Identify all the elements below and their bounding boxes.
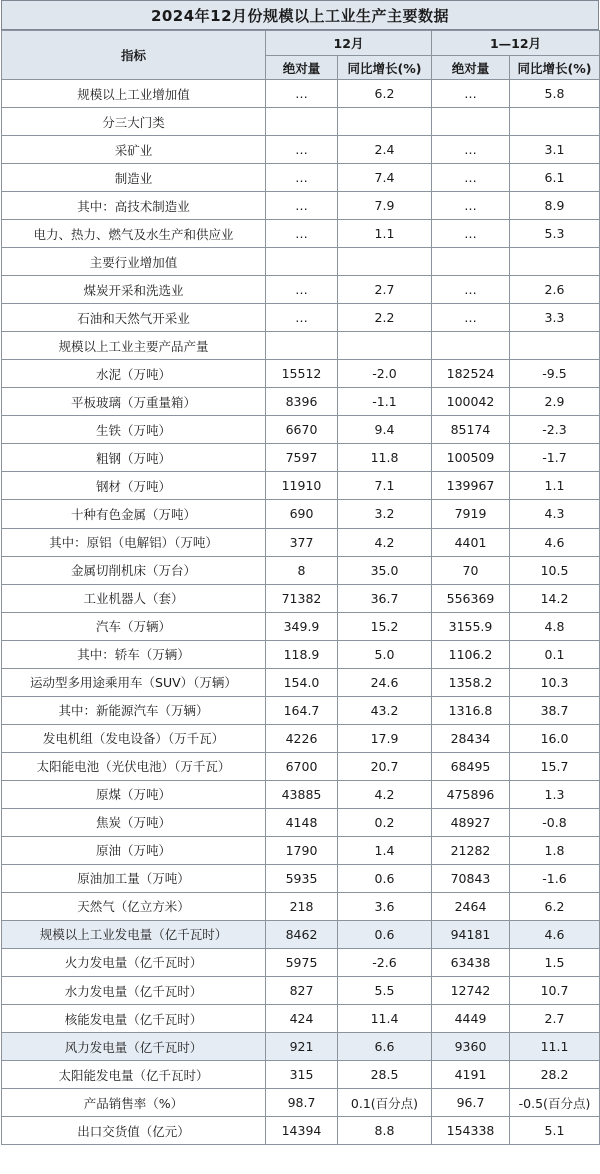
dec-absolute: 8 (266, 556, 338, 584)
table-title: 2024年12月份规模以上工业生产主要数据 (1, 0, 599, 30)
ytd-absolute: … (432, 304, 510, 332)
row-name: 原油加工量（万吨） (2, 864, 266, 892)
row-name: 电力、热力、燃气及水生产和供应业 (2, 220, 266, 248)
row-name: 原煤（万吨） (2, 780, 266, 808)
table-row (2, 696, 600, 724)
row-name: 其中：新能源汽车（万辆） (2, 696, 266, 724)
ytd-growth: 1.8 (510, 836, 600, 864)
dec-absolute: 98.7 (266, 1089, 338, 1117)
ytd-absolute: 4401 (432, 528, 510, 556)
dec-absolute: 315 (266, 1061, 338, 1089)
dec-absolute (266, 108, 338, 136)
ytd-growth: 8.9 (510, 192, 600, 220)
ytd-growth: -1.7 (510, 444, 600, 472)
dec-growth: 1.4 (338, 836, 432, 864)
ytd-absolute: … (432, 136, 510, 164)
dec-absolute: 71382 (266, 584, 338, 612)
row-name: 金属切削机床（万台） (2, 556, 266, 584)
dec-growth: 36.7 (338, 584, 432, 612)
ytd-growth: 4.3 (510, 500, 600, 528)
dec-absolute: 118.9 (266, 640, 338, 668)
dec-growth: 7.1 (338, 472, 432, 500)
dec-growth: 11.4 (338, 1005, 432, 1033)
dec-absolute: 6670 (266, 416, 338, 444)
ytd-growth: -0.8 (510, 808, 600, 836)
dec-growth: 2.7 (338, 276, 432, 304)
ytd-growth: 2.6 (510, 276, 600, 304)
ytd-absolute: 63438 (432, 948, 510, 976)
ytd-growth: 38.7 (510, 696, 600, 724)
dec-growth: 0.6 (338, 864, 432, 892)
dec-growth: 6.2 (338, 80, 432, 108)
ytd-absolute: 94181 (432, 920, 510, 948)
ytd-growth: -0.5(百分点) (510, 1089, 600, 1117)
ytd-growth: 3.1 (510, 136, 600, 164)
ytd-growth: 4.6 (510, 528, 600, 556)
row-name: 生铁（万吨） (2, 416, 266, 444)
dec-growth: 24.6 (338, 668, 432, 696)
row-name: 水泥（万吨） (2, 360, 266, 388)
table-row (2, 164, 600, 192)
ytd-absolute (432, 332, 510, 360)
ytd-absolute: 139967 (432, 472, 510, 500)
table-row (2, 248, 600, 276)
ytd-growth: -9.5 (510, 360, 600, 388)
dec-growth: 1.1 (338, 220, 432, 248)
row-name: 其中：高技术制造业 (2, 192, 266, 220)
ytd-growth: 1.3 (510, 780, 600, 808)
dec-growth: 0.1(百分点) (338, 1089, 432, 1117)
ytd-absolute: 1106.2 (432, 640, 510, 668)
ytd-growth: 6.1 (510, 164, 600, 192)
dec-absolute: … (266, 304, 338, 332)
row-name: 规模以上工业增加值 (2, 80, 266, 108)
ytd-absolute: 182524 (432, 360, 510, 388)
table-row (2, 304, 600, 332)
dec-growth: 6.6 (338, 1033, 432, 1061)
dec-growth: 9.4 (338, 416, 432, 444)
table-row (2, 444, 600, 472)
dec-absolute: 218 (266, 892, 338, 920)
ytd-absolute: 475896 (432, 780, 510, 808)
dec-absolute: … (266, 192, 338, 220)
dec-growth: 0.6 (338, 920, 432, 948)
dec-absolute: 164.7 (266, 696, 338, 724)
ytd-absolute: … (432, 276, 510, 304)
ytd-growth: 15.7 (510, 752, 600, 780)
table-row (2, 416, 600, 444)
ytd-growth (510, 332, 600, 360)
ytd-growth: 3.3 (510, 304, 600, 332)
dec-growth: 4.2 (338, 528, 432, 556)
row-name: 粗钢（万吨） (2, 444, 266, 472)
ytd-absolute: … (432, 164, 510, 192)
dec-absolute: 4148 (266, 808, 338, 836)
ytd-absolute: … (432, 192, 510, 220)
row-name: 采矿业 (2, 136, 266, 164)
dec-growth: 3.6 (338, 892, 432, 920)
ytd-growth: 14.2 (510, 584, 600, 612)
dec-growth: 43.2 (338, 696, 432, 724)
dec-growth: 3.2 (338, 500, 432, 528)
dec-absolute: 6700 (266, 752, 338, 780)
ytd-absolute: … (432, 220, 510, 248)
dec-absolute: 5975 (266, 948, 338, 976)
table-row (2, 612, 600, 640)
ytd-growth: 4.6 (510, 920, 600, 948)
table-row (2, 388, 600, 416)
row-name: 汽车（万辆） (2, 612, 266, 640)
dec-absolute: 827 (266, 977, 338, 1005)
row-name: 水力发电量（亿千瓦时） (2, 977, 266, 1005)
row-name: 焦炭（万吨） (2, 808, 266, 836)
dec-growth: 8.8 (338, 1117, 432, 1145)
dec-absolute: 8462 (266, 920, 338, 948)
dec-growth: 15.2 (338, 612, 432, 640)
ytd-growth: 5.3 (510, 220, 600, 248)
row-name: 火力发电量（亿千瓦时） (2, 948, 266, 976)
dec-absolute: … (266, 80, 338, 108)
ytd-growth: 0.1 (510, 640, 600, 668)
row-name: 平板玻璃（万重量箱） (2, 388, 266, 416)
table-row (2, 136, 600, 164)
dec-growth: -1.1 (338, 388, 432, 416)
dec-growth: 5.5 (338, 977, 432, 1005)
header-dec-growth: 同比增长(%) (338, 56, 432, 80)
table-row (2, 668, 600, 696)
header-ytd-growth: 同比增长(%) (510, 56, 600, 80)
table-row (2, 276, 600, 304)
table-row (2, 780, 600, 808)
dec-growth: 7.4 (338, 164, 432, 192)
data-table (1, 30, 600, 1145)
ytd-absolute: 556369 (432, 584, 510, 612)
dec-absolute: 8396 (266, 388, 338, 416)
ytd-growth: 10.7 (510, 977, 600, 1005)
dec-growth: 20.7 (338, 752, 432, 780)
dec-absolute: … (266, 220, 338, 248)
ytd-absolute: 1316.8 (432, 696, 510, 724)
dec-absolute: 424 (266, 1005, 338, 1033)
ytd-absolute: 9360 (432, 1033, 510, 1061)
dec-absolute: 5935 (266, 864, 338, 892)
table-row (2, 864, 600, 892)
dec-absolute: … (266, 136, 338, 164)
ytd-growth: 5.1 (510, 1117, 600, 1145)
dec-growth (338, 248, 432, 276)
row-name: 十种有色金属（万吨） (2, 500, 266, 528)
dec-growth: 35.0 (338, 556, 432, 584)
row-name: 规模以上工业发电量（亿千瓦时） (2, 920, 266, 948)
table-row (2, 920, 600, 948)
header-ytd: 1—12月 (432, 31, 600, 56)
row-name: 产品销售率（%） (2, 1089, 266, 1117)
table-row (2, 472, 600, 500)
row-name: 太阳能发电量（亿千瓦时） (2, 1061, 266, 1089)
row-name: 主要行业增加值 (2, 248, 266, 276)
table-row (2, 80, 600, 108)
table-row (2, 332, 600, 360)
ytd-absolute: 96.7 (432, 1089, 510, 1117)
ytd-growth: 2.9 (510, 388, 600, 416)
ytd-absolute: 3155.9 (432, 612, 510, 640)
ytd-absolute: 21282 (432, 836, 510, 864)
table-row (2, 640, 600, 668)
header-indicator: 指标 (2, 31, 266, 80)
dec-growth: -2.6 (338, 948, 432, 976)
row-name: 核能发电量（亿千瓦时） (2, 1005, 266, 1033)
dec-absolute (266, 332, 338, 360)
row-name: 其中：原铝（电解铝）（万吨） (2, 528, 266, 556)
table-row (2, 1089, 600, 1117)
dec-absolute: … (266, 276, 338, 304)
ytd-absolute: 48927 (432, 808, 510, 836)
row-name: 钢材（万吨） (2, 472, 266, 500)
ytd-growth: 11.1 (510, 1033, 600, 1061)
ytd-absolute: 7919 (432, 500, 510, 528)
ytd-growth: -1.6 (510, 864, 600, 892)
ytd-growth: 2.7 (510, 1005, 600, 1033)
dec-growth: 0.2 (338, 808, 432, 836)
ytd-absolute: 70843 (432, 864, 510, 892)
row-name: 煤炭开采和洗选业 (2, 276, 266, 304)
ytd-absolute: 100042 (432, 388, 510, 416)
row-name: 制造业 (2, 164, 266, 192)
ytd-absolute: 85174 (432, 416, 510, 444)
ytd-growth: 28.2 (510, 1061, 600, 1089)
dec-absolute: 7597 (266, 444, 338, 472)
dec-growth: 2.4 (338, 136, 432, 164)
dec-absolute: 154.0 (266, 668, 338, 696)
dec-growth: 11.8 (338, 444, 432, 472)
header-ytd-abs: 绝对量 (432, 56, 510, 80)
dec-growth: 5.0 (338, 640, 432, 668)
ytd-absolute (432, 108, 510, 136)
ytd-absolute: 4449 (432, 1005, 510, 1033)
table-row (2, 500, 600, 528)
table-row (2, 192, 600, 220)
dec-absolute: 14394 (266, 1117, 338, 1145)
row-name: 分三大门类 (2, 108, 266, 136)
dec-growth (338, 108, 432, 136)
table-row (2, 108, 600, 136)
ytd-growth: 4.8 (510, 612, 600, 640)
dec-absolute: 349.9 (266, 612, 338, 640)
dec-growth: 17.9 (338, 724, 432, 752)
table-row (2, 892, 600, 920)
row-name: 风力发电量（亿千瓦时） (2, 1033, 266, 1061)
table-row (2, 556, 600, 584)
ytd-absolute: 4191 (432, 1061, 510, 1089)
dec-absolute: 43885 (266, 780, 338, 808)
table-row (2, 584, 600, 612)
row-name: 运动型多用途乘用车（SUV）（万辆） (2, 668, 266, 696)
table-row (2, 528, 600, 556)
row-name: 原油（万吨） (2, 836, 266, 864)
row-name: 其中：轿车（万辆） (2, 640, 266, 668)
ytd-growth: 5.8 (510, 80, 600, 108)
dec-growth (338, 332, 432, 360)
row-name: 石油和天然气开采业 (2, 304, 266, 332)
header-dec-abs: 绝对量 (266, 56, 338, 80)
ytd-absolute: 70 (432, 556, 510, 584)
table-row (2, 836, 600, 864)
table-row (2, 977, 600, 1005)
ytd-growth: 6.2 (510, 892, 600, 920)
table-row (2, 1061, 600, 1089)
dec-growth: 28.5 (338, 1061, 432, 1089)
table-row (2, 1005, 600, 1033)
dec-growth: 2.2 (338, 304, 432, 332)
ytd-growth: 1.1 (510, 472, 600, 500)
ytd-absolute: 154338 (432, 1117, 510, 1145)
ytd-growth: -2.3 (510, 416, 600, 444)
ytd-growth: 10.3 (510, 668, 600, 696)
row-name: 发电机组（发电设备）（万千瓦） (2, 724, 266, 752)
dec-absolute: 11910 (266, 472, 338, 500)
row-name: 工业机器人（套） (2, 584, 266, 612)
ytd-absolute: 12742 (432, 977, 510, 1005)
table-header (2, 31, 600, 80)
ytd-growth: 16.0 (510, 724, 600, 752)
dec-absolute: 690 (266, 500, 338, 528)
ytd-absolute: 68495 (432, 752, 510, 780)
dec-absolute: 921 (266, 1033, 338, 1061)
ytd-absolute: 2464 (432, 892, 510, 920)
row-name: 规模以上工业主要产品产量 (2, 332, 266, 360)
dec-absolute: 4226 (266, 724, 338, 752)
table-row (2, 948, 600, 976)
ytd-absolute: 100509 (432, 444, 510, 472)
table-row (2, 752, 600, 780)
ytd-growth (510, 108, 600, 136)
row-name: 太阳能电池（光伏电池）（万千瓦） (2, 752, 266, 780)
dec-absolute (266, 248, 338, 276)
dec-growth: 4.2 (338, 780, 432, 808)
table-row (2, 1033, 600, 1061)
dec-absolute: 377 (266, 528, 338, 556)
ytd-growth: 1.5 (510, 948, 600, 976)
table-body (2, 80, 600, 1145)
row-name: 出口交货值（亿元） (2, 1117, 266, 1145)
table-row (2, 360, 600, 388)
ytd-absolute (432, 248, 510, 276)
dec-absolute: 15512 (266, 360, 338, 388)
ytd-absolute: … (432, 80, 510, 108)
table-row (2, 1117, 600, 1145)
dec-growth: 7.9 (338, 192, 432, 220)
ytd-absolute: 28434 (432, 724, 510, 752)
ytd-growth (510, 248, 600, 276)
ytd-growth: 10.5 (510, 556, 600, 584)
ytd-absolute: 1358.2 (432, 668, 510, 696)
dec-growth: -2.0 (338, 360, 432, 388)
table-row (2, 808, 600, 836)
table-row (2, 724, 600, 752)
row-name: 天然气（亿立方米） (2, 892, 266, 920)
dec-absolute: 1790 (266, 836, 338, 864)
dec-absolute: … (266, 164, 338, 192)
header-dec: 12月 (266, 31, 432, 56)
data-table-container (1, 0, 599, 1145)
table-row (2, 220, 600, 248)
